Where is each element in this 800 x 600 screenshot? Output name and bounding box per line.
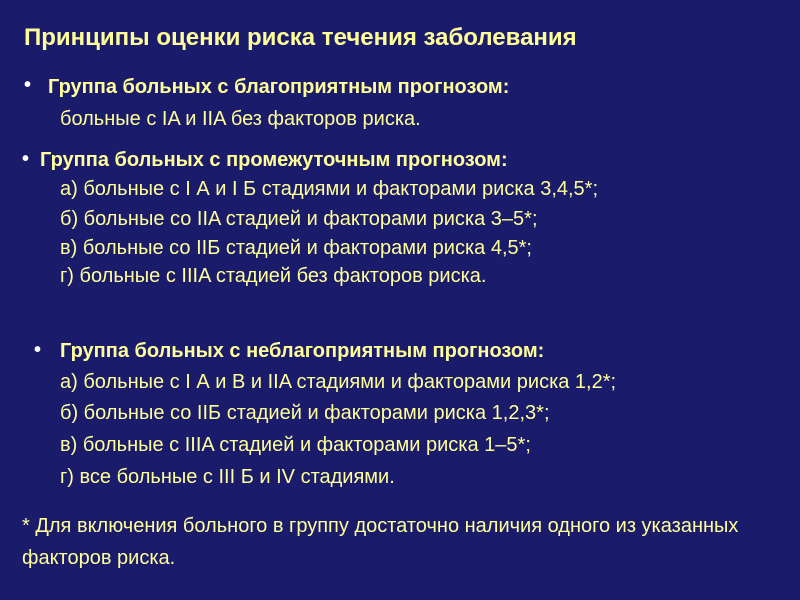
group-line: в) больные со IIБ стадией и факторами риска 4,5*; [60, 237, 532, 259]
group-heading: Группа больных с промежуточным прогнозом: [40, 149, 508, 171]
bullet-icon: • [22, 148, 30, 170]
bullet-icon: • [34, 339, 42, 361]
group-line: б) больные со IIA стадией и факторами риска 3–5*; [60, 208, 538, 230]
group-line: г) все больные с III Б и IV стадиями. [60, 466, 395, 488]
group-line: б) больные со IIБ стадией и факторами риска 1,2,3*; [60, 402, 550, 424]
group-heading: Группа больных с благоприятным прогнозом: [48, 76, 510, 98]
footnote: * Для включения больного в группу достаточно наличия одного из указанных факторов риска. [22, 515, 739, 569]
slide-title: Принципы оценки риска течения заболевания [24, 24, 577, 51]
group-line: а) больные с I А и I Б стадиями и факторами риска 3,4,5*; [60, 178, 599, 200]
group-line: а) больные с I А и В и IIA стадиями и факторами риска 1,2*; [60, 371, 617, 393]
group-line: г) больные с IIIA стадией без факторов риска. [60, 265, 487, 287]
group-heading: Группа больных с неблагоприятным прогнозом: [60, 340, 545, 362]
group-line: больные с IA и IIA без факторов риска. [60, 108, 421, 130]
group-line: в) больные с IIIA стадией и факторами риска 1–5*; [60, 434, 531, 456]
bullet-icon: • [24, 74, 32, 96]
